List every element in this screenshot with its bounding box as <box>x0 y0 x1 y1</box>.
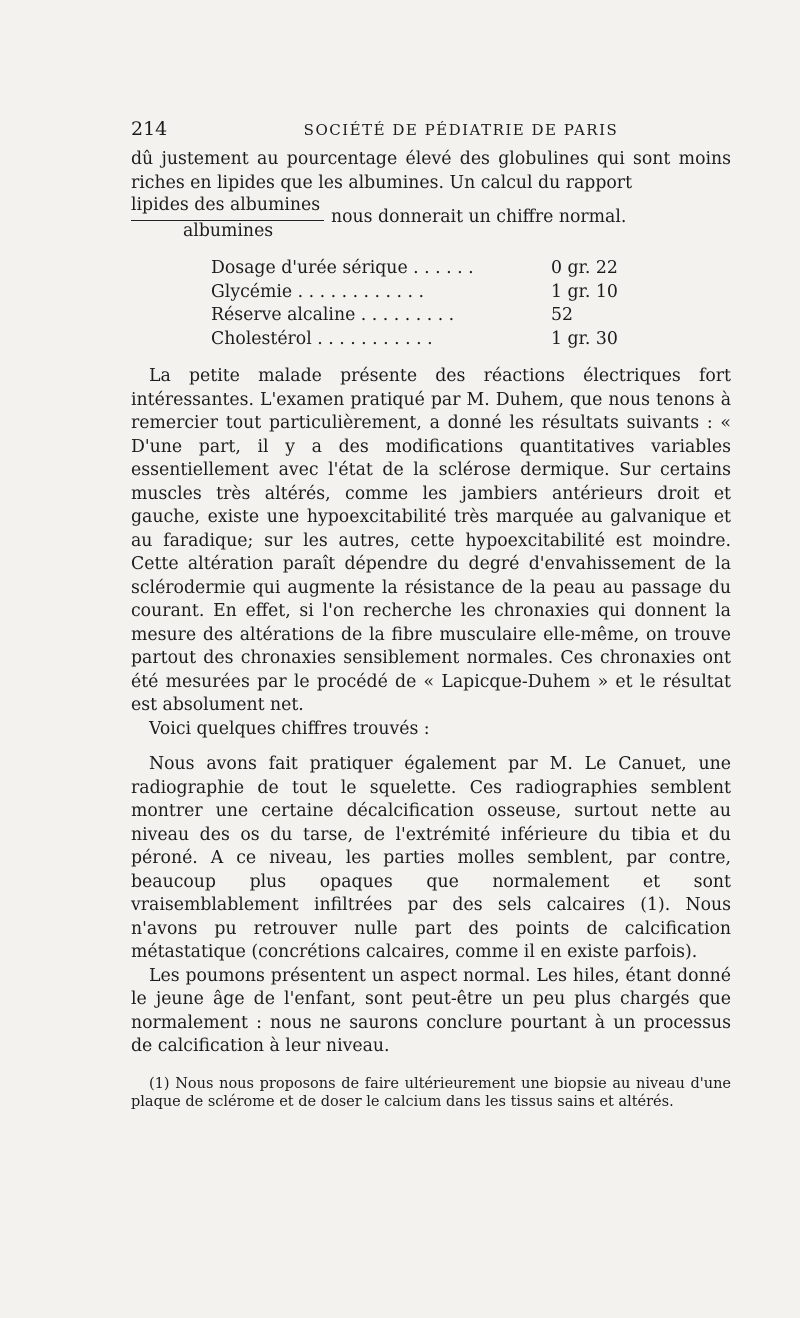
body-paragraph: Nous avons fait pratiquer également par M. Le Canuet, une radiographie de tout le squelette. Ces radiographies semblent montrer une certaine décalcification osseuse, surtout nette au niveau des os du tarse, de l'extrémité inférieure du tibia et du péroné. A ce niveau, les parties molles semblent, par contre, beaucoup plus opaques que normalement et sont vraisemblablement infiltrées par des sels calcaires (1). Nous n'avons pu retrouver nulle part des points de calcification métastatique (concrétions calcaires, comme il en existe parfois). <box>131 754 731 962</box>
fraction-numerator: lipides des albumines <box>131 195 321 215</box>
ratio-fraction <box>131 195 731 245</box>
lab-name: Glycémie . . . . . . . . . . . . <box>211 281 424 302</box>
table-row <box>211 304 618 328</box>
footnote: (1) Nous nous proposons de faire ultérieurement une biopsie au niveau d'une plaque de sclérome et de doser le calcium dans les tissus sains et altérés. <box>131 1075 731 1110</box>
table-row <box>211 328 618 352</box>
spacer <box>131 741 731 753</box>
page-number: 214 <box>131 118 168 140</box>
table-row <box>211 257 618 281</box>
running-head: SOCIÉTÉ DE PÉDIATRIE DE PARIS <box>303 121 619 139</box>
lab-value: 0 gr. 22 <box>551 258 618 278</box>
body-paragraph: Les poumons présentent un aspect normal. Les hiles, étant donné le jeune âge de l'enfant, sont peut-être un peu plus chargés que normalement : nous ne saurons conclure pourtant à un processus de calcification à leur niveau. <box>131 965 731 1056</box>
lab-results-table <box>211 257 618 351</box>
fraction-denominator: albumines <box>183 221 274 241</box>
lab-name: Dosage d'urée sérique . . . . . . <box>211 258 474 278</box>
table-row <box>211 281 618 305</box>
body-paragraph: La petite malade présente des réactions électriques fort intéressantes. L'examen pratiqué par M. Duhem, que nous tenons à remercier tout particulièrement, a donné les résultats suivants : « D'une part, il y a des modifications quantitatives variables essentiellement avec l'état de la sclérose dermique. Sur certains muscles très altérés, comme les jambiers antérieurs droit et gauche, existe une hypoexcitabilité très marquée au galvanique et au faradique; sur les autres, cette hypoexcitabilité est moindre. Cette altération paraît dépendre du degré d'envahissement de la sclérodermie qui augmente la résistance de la peau au passage du courant. En effet, si l'on recherche les chronaxies qui donnent la mesure des altérations de la fibre musculaire elle-même, on trouve partout des chronaxies sensiblement normales. Ces chronaxies ont été mesurées par le procédé de « Lapicque-Duhem » et le résultat est absolument net. <box>131 366 731 715</box>
fraction-tail-text: nous donnerait un chiffre normal. <box>331 207 627 227</box>
book-page <box>131 118 731 1125</box>
lab-value: 52 <box>551 305 573 325</box>
lab-name: Cholestérol . . . . . . . . . . . <box>211 328 433 349</box>
intro-paragraph: dû justement au pourcentage élevé des globulines qui sont moins riches en lipides que les albumines. Un calcul du rapport <box>131 149 731 193</box>
lab-value: 1 gr. 10 <box>551 281 618 302</box>
lab-name: Réserve alcaline . . . . . . . . . <box>211 305 455 325</box>
body-paragraph: Voici quelques chiffres trouvés : <box>149 718 430 739</box>
page-header <box>131 118 731 148</box>
lab-value: 1 gr. 30 <box>551 328 618 349</box>
